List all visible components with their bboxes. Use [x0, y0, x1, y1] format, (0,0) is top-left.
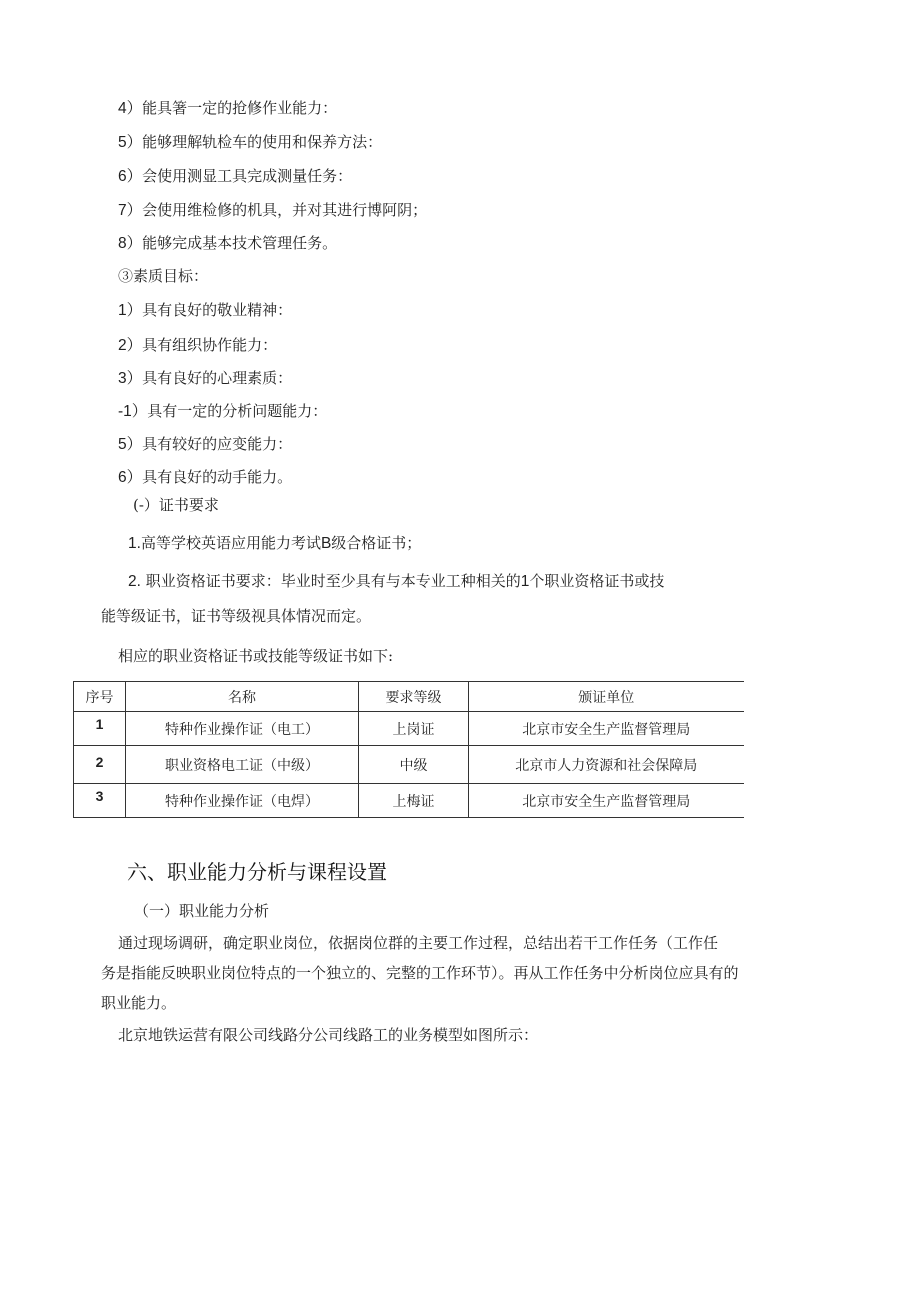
header-index: 序号 [74, 682, 126, 712]
row-index: 3 [74, 784, 126, 818]
cert-requirement-2: 2. 职业资格证书要求：毕业时至少具有与本专业工种相关的1个职业资格证书或技 [128, 572, 665, 590]
table-header-row [74, 682, 744, 712]
list-item: 6）具有良好的动手能力。 [118, 468, 293, 486]
paragraph-line: 务是指能反映职业岗位特点的一个独立的、完整的工作环节）。再从工作任务中分析岗位应具有的 [101, 964, 739, 982]
section-heading: 六、职业能力分析与课程设置 [127, 860, 387, 884]
quality-goal-label: ③素质目标： [118, 267, 209, 285]
row-issuer: 北京市人力资源和社会保障局 [469, 746, 744, 784]
cert-section-title: (-）证书要求 [133, 496, 219, 514]
row-level: 上岗证 [359, 712, 469, 746]
row-level: 中级 [359, 746, 469, 784]
paragraph-line: 职业能力。 [101, 994, 177, 1012]
row-issuer: 北京市安全生产监督管理局 [469, 784, 744, 818]
row-issuer: 北京市安全生产监督管理局 [469, 712, 744, 746]
table-row [74, 712, 744, 746]
row-index: 2 [74, 746, 126, 784]
header-name: 名称 [126, 682, 359, 712]
list-item: 6）会使用测显工具完成测量任务： [118, 167, 353, 185]
header-issuer: 颁证单位 [469, 682, 744, 712]
header-level: 要求等级 [359, 682, 469, 712]
list-item: 2）具有组织协作能力： [118, 336, 278, 354]
list-item: -1）具有一定的分析问题能力： [118, 402, 328, 420]
table-row [74, 746, 744, 784]
row-name: 特种作业操作证（电焊） [126, 784, 359, 818]
list-item: 5）能够理解轨检车的使用和保养方法： [118, 133, 383, 151]
row-name: 职业资格电工证（中级） [126, 746, 359, 784]
paragraph-line: 通过现场调研，确定职业岗位，依据岗位群的主要工作过程，总结出若干工作任务（工作任 [118, 934, 719, 952]
certificate-table [73, 681, 744, 818]
row-index: 1 [74, 712, 126, 746]
subsection-title: （一）职业能力分析 [134, 902, 270, 920]
model-caption: 北京地铁运营有限公司线路分公司线路工的业务模型如图所示： [118, 1026, 539, 1044]
table-intro: 相应的职业资格证书或技能等级证书如下: [118, 647, 394, 665]
list-item: 8）能够完成基本技术管理任务。 [118, 234, 338, 252]
list-item: 7）会使用维检修的机具，并对其进行博阿阴； [118, 201, 428, 219]
list-item: 5）具有较好的应变能力： [118, 435, 293, 453]
table-row [74, 784, 744, 818]
row-name: 特种作业操作证（电工） [126, 712, 359, 746]
cert-requirement-2-cont: 能等级证书，证书等级视具体情况而定。 [101, 607, 372, 625]
cert-requirement-1: 1.高等学校英语应用能力考试B级合格证书； [128, 534, 422, 552]
list-item: 1）具有良好的敬业精神： [118, 301, 293, 319]
list-item: 4）能具箸一定的抢修作业能力： [118, 99, 338, 117]
list-item: 3）具有良好的心理素质： [118, 369, 293, 387]
row-level: 上梅证 [359, 784, 469, 818]
